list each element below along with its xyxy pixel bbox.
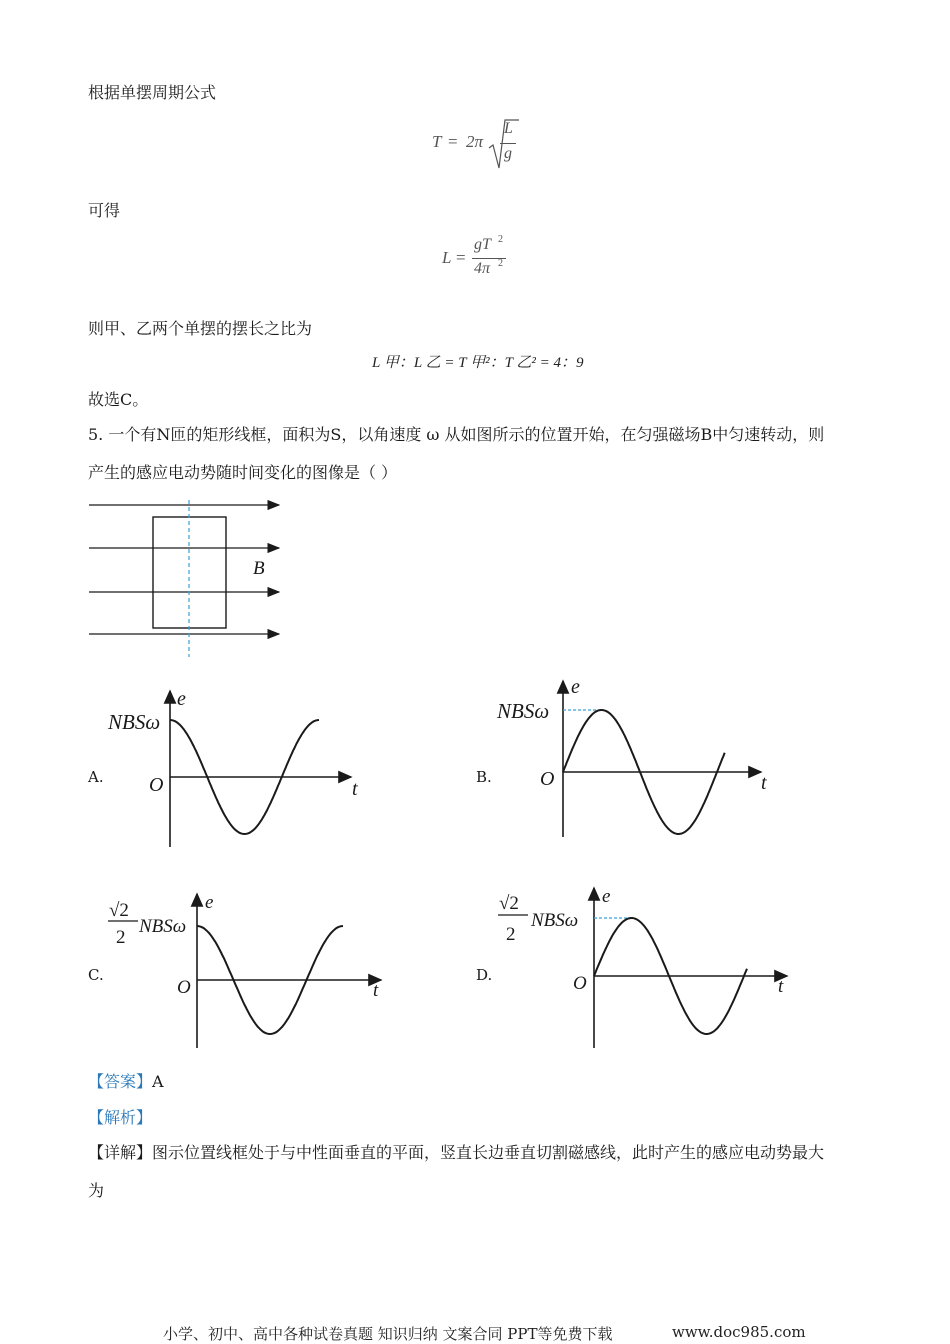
x-axis-label: t [373, 980, 379, 1001]
formula-length: L = gT 2 4π 2 [442, 234, 532, 284]
origin-label: O [149, 774, 164, 796]
footer-url[interactable]: www.doc985.com [672, 1323, 806, 1341]
answer-row [88, 1071, 164, 1093]
y-axis-label: e [571, 676, 580, 698]
amplitude-label: NBSω [108, 710, 161, 734]
field-label-b: B [253, 558, 265, 579]
text-line-1: 根据单摆周期公式 [88, 83, 217, 102]
detail-line-2: 为 [88, 1181, 105, 1200]
y-axis-label: e [602, 886, 611, 907]
answer-value: A [152, 1072, 164, 1091]
detail-tag: 【详解】 [88, 1143, 153, 1162]
detail-text: 图示位置线框处于与中性面垂直的平面，竖直长边垂直切割磁感线，此时产生的感应电动势最大 [152, 1143, 825, 1162]
text-line-2: 可得 [88, 201, 121, 220]
question-line-2: 产生的感应电动势随时间变化的图像是（ ） [88, 463, 398, 482]
formula-period: T = 2π L g [432, 118, 552, 172]
option-b-label[interactable]: B. [476, 768, 492, 786]
origin-label: O [540, 768, 555, 790]
coil-field-figure [85, 495, 290, 660]
fraction-denominator: 2 [506, 924, 516, 945]
option-a-label[interactable]: A. [88, 768, 104, 786]
option-a-graph[interactable] [105, 685, 365, 855]
amplitude-label: NBSω [497, 699, 550, 723]
question-line-1: 5. 一个有N匝的矩形线框，面积为S，以角速度 ω 从如图所示的位置开始，在匀强磁场B中匀速转动，则 [88, 425, 825, 444]
answer-tag: 【答案】 [88, 1072, 153, 1091]
option-c-label[interactable]: C. [88, 966, 104, 984]
option-d-label[interactable]: D. [476, 966, 493, 984]
option-d-graph[interactable] [495, 882, 795, 1052]
origin-label: O [177, 977, 191, 998]
analysis-tag: 【解析】 [88, 1108, 153, 1127]
text-line-3: 则甲、乙两个单摆的摆长之比为 [88, 319, 313, 338]
amplitude-label: NBSω [139, 916, 187, 937]
x-axis-label: t [761, 772, 767, 794]
detail-line-1 [88, 1142, 824, 1164]
fraction-bar [500, 143, 516, 144]
y-axis-label: e [177, 688, 186, 710]
fraction-numerator: √2 [109, 900, 129, 921]
x-axis-label: t [352, 778, 358, 800]
fraction-denominator: 2 [116, 927, 126, 948]
option-b-graph[interactable] [495, 675, 785, 845]
origin-label: O [573, 973, 587, 994]
footer-text: 小学、初中、高中各种试卷真题 知识归纳 文案合同 PPT等免费下载 [163, 1325, 613, 1343]
y-axis-label: e [205, 892, 214, 913]
amplitude-label: NBSω [531, 910, 579, 931]
option-c-graph[interactable] [105, 888, 390, 1053]
sqrt-sign-icon [487, 118, 519, 172]
fraction-numerator: √2 [499, 893, 519, 914]
ratio-formula: L 甲：L 乙 = T 甲²：T 乙² = 4：9 [372, 355, 584, 371]
x-axis-label: t [778, 976, 784, 997]
text-line-4: 故选C。 [88, 390, 149, 409]
